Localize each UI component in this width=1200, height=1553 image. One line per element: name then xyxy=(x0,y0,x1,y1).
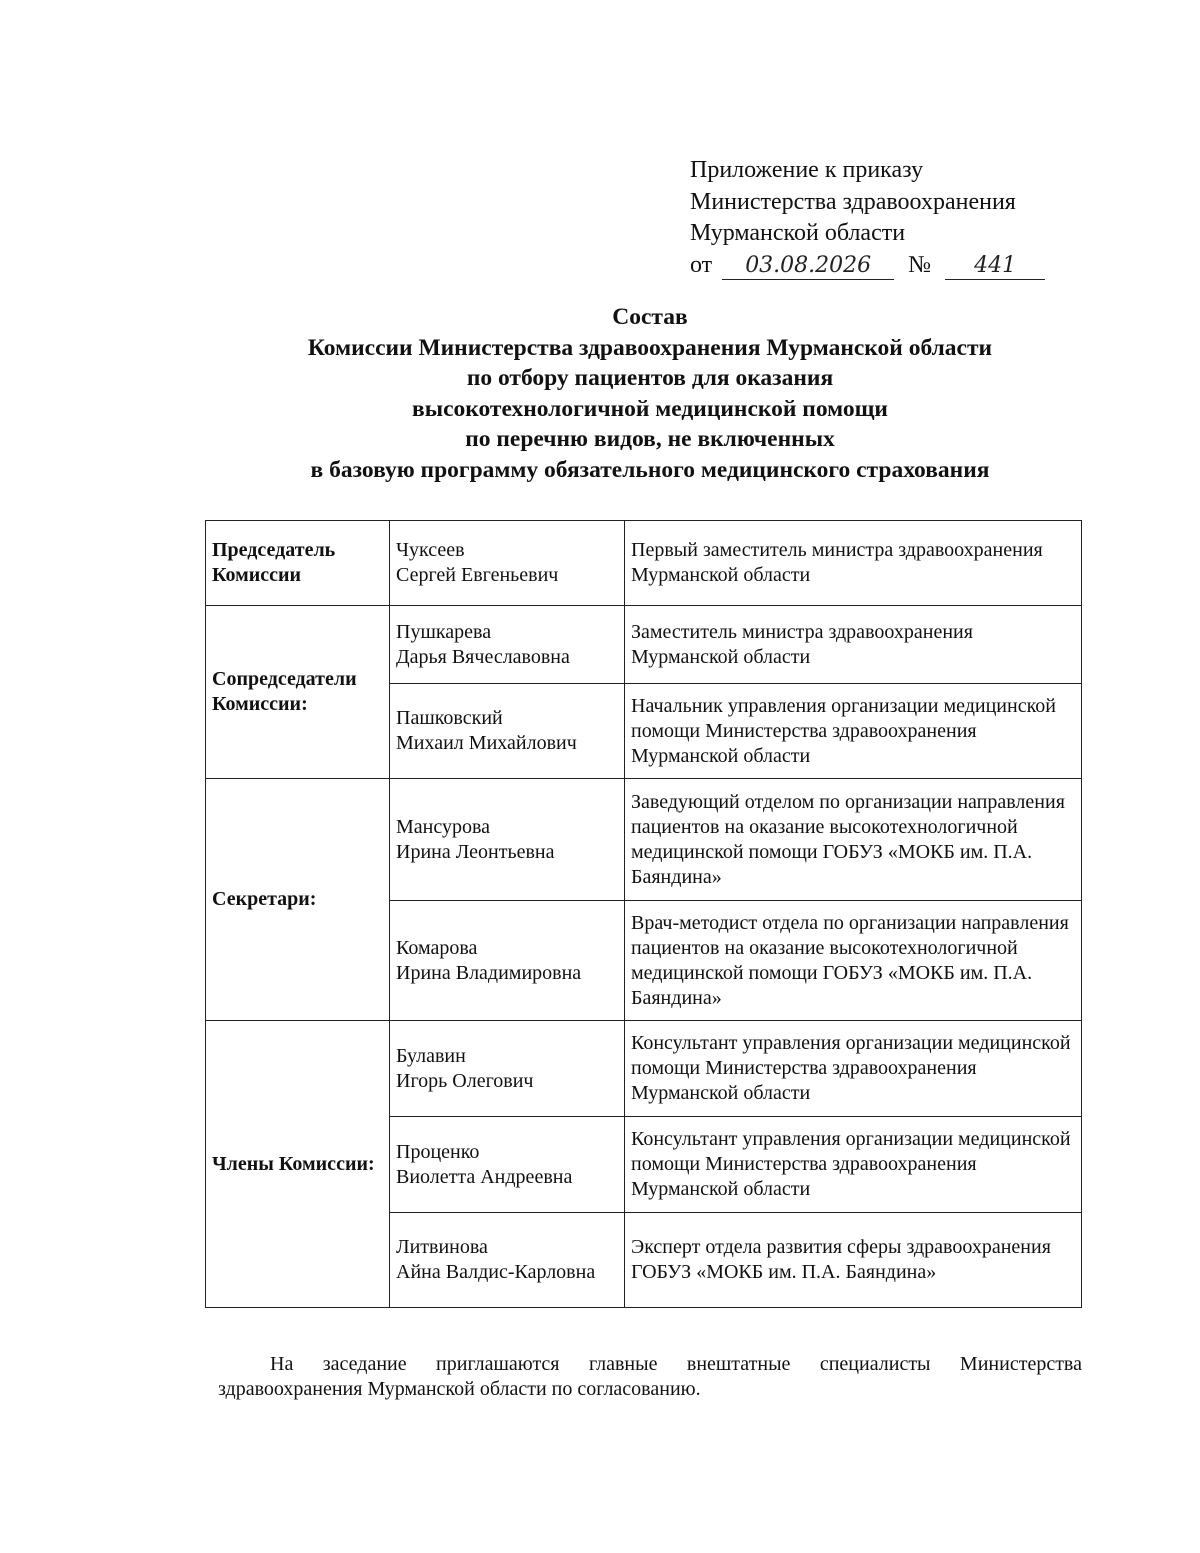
appendix-date-line xyxy=(690,250,1045,282)
appendix-line-3: Мурманской области xyxy=(690,220,906,246)
table-row xyxy=(206,606,1082,684)
member-surname: Комарова xyxy=(396,936,478,959)
member-surname: Мансурова xyxy=(396,815,491,838)
title-line-1: Состав xyxy=(612,304,688,330)
title-line-6: в базовую программу обязательного медицинского страхования xyxy=(310,456,990,483)
member-surname: Чуксеев xyxy=(396,539,465,561)
member-surname: Пушкарева xyxy=(396,620,492,643)
role-cell: Члены Комиссии: xyxy=(206,1021,390,1308)
table-row xyxy=(206,1021,1082,1117)
position-cell: Эксперт отдела развития сферы здравоохранения ГОБУЗ «МОКБ им. П.А. Баяндина» xyxy=(625,1213,1082,1308)
handwritten-date: 03.08.2026 xyxy=(722,253,894,280)
name-cell xyxy=(390,606,625,684)
position-cell: Врач-методист отдела по организации направления пациентов на оказание высокотехнологичной медицинской помощи ГОБУЗ «МОКБ им. П.А. Баяндина» xyxy=(625,901,1082,1021)
title-line-3: по отбору пациентов для оказания xyxy=(466,365,834,391)
role-cell: Секретари: xyxy=(206,779,390,1021)
name-cell xyxy=(390,684,625,779)
title-line-2: Комиссии Министерства здравоохранения Мурманской области xyxy=(307,334,993,361)
document-title xyxy=(200,302,1100,485)
member-surname: Булавин xyxy=(396,1044,466,1067)
handwritten-order-number: 441 xyxy=(945,253,1045,280)
position-cell: Заведующий отделом по организации направления пациентов на оказание высокотехнологичной медицинской помощи ГОБУЗ «МОКБ им. П.А. Баяндина» xyxy=(625,779,1082,901)
position-cell: Консультант управления организации медицинской помощи Министерства здравоохранения Мурманской области xyxy=(625,1021,1082,1117)
position-cell: Заместитель министра здравоохранения Мурманской области xyxy=(625,606,1082,684)
position-cell: Консультант управления организации медицинской помощи Министерства здравоохранения Мурманской области xyxy=(625,1117,1082,1213)
member-given-names: Ирина Леонтьевна xyxy=(396,840,555,863)
member-given-names: Игорь Олегович xyxy=(396,1069,534,1092)
commission-roster-table xyxy=(205,520,1082,1308)
member-given-names: Айна Валдис-Карловна xyxy=(396,1261,596,1283)
appendix-header xyxy=(690,155,1045,281)
appendix-line-1: Приложение к приказу xyxy=(690,157,924,183)
invitation-note xyxy=(218,1352,1082,1402)
name-cell xyxy=(390,521,625,606)
role-cell: Председатель Комиссии xyxy=(206,521,390,606)
note-paragraph: На заседание приглашаются главные внештатные специалисты Министерства здравоохранения Мурманской области по согласованию. xyxy=(218,1353,1082,1400)
member-surname: Литвинова xyxy=(396,1236,488,1258)
position-cell: Первый заместитель министра здравоохранения Мурманской области xyxy=(625,521,1082,606)
name-cell xyxy=(390,1213,625,1308)
title-line-5: по перечню видов, не включенных xyxy=(465,426,835,452)
table-row xyxy=(206,779,1082,901)
position-cell: Начальник управления организации медицинской помощи Министерства здравоохранения Мурманской области xyxy=(625,684,1082,779)
member-given-names: Виолетта Андреевна xyxy=(396,1165,573,1188)
name-cell xyxy=(390,901,625,1021)
number-sign: № xyxy=(908,251,932,278)
name-cell xyxy=(390,1117,625,1213)
member-surname: Пашковский xyxy=(396,707,503,729)
member-given-names: Сергей Евгеньевич xyxy=(396,564,559,586)
role-cell: Сопредседатели Комиссии: xyxy=(206,606,390,779)
title-line-4: высокотехнологичной медицинской помощи xyxy=(412,395,888,422)
member-given-names: Дарья Вячеславовна xyxy=(396,645,570,668)
member-given-names: Михаил Михайлович xyxy=(396,732,577,754)
name-cell xyxy=(390,779,625,901)
name-cell xyxy=(390,1021,625,1117)
member-given-names: Ирина Владимировна xyxy=(396,961,582,984)
table-row xyxy=(206,521,1082,606)
date-prefix: от xyxy=(690,251,713,278)
member-surname: Проценко xyxy=(396,1140,480,1163)
appendix-line-2: Министерства здравоохранения xyxy=(690,188,1016,215)
